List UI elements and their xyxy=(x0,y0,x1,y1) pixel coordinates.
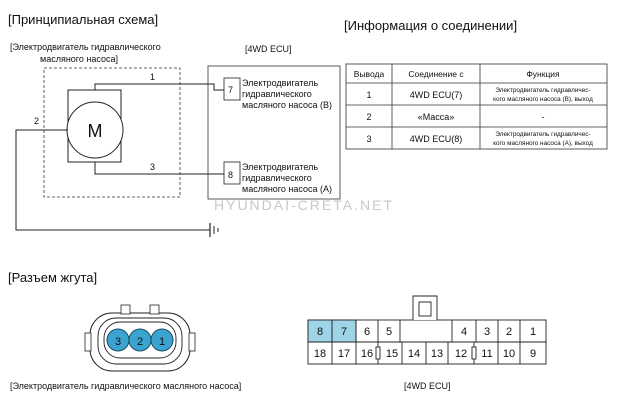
wire-3-label: 3 xyxy=(150,162,156,172)
ecu-pin8-label: 8 xyxy=(228,170,234,180)
ecu-conn-pin7: 7 xyxy=(340,326,348,338)
info-row2-pin: 2 xyxy=(366,112,372,122)
ecu-conn-pin16: 16 xyxy=(360,348,374,360)
ecu-a-text-2: гидравлического xyxy=(242,173,312,183)
ecu-conn-pin1: 1 xyxy=(529,326,537,338)
ecu-conn-pin8: 8 xyxy=(316,326,324,338)
info-row1-func-2: кого масляного насоса (B), выход xyxy=(493,96,593,103)
ecu-conn-pin9: 9 xyxy=(529,348,537,360)
wire-3 xyxy=(95,162,224,174)
ecu-conn-pin11: 11 xyxy=(481,348,493,360)
motor-label-line1: [Электродвигатель гидравлического xyxy=(10,42,161,52)
info-row1-conn: 4WD ECU(7) xyxy=(409,90,463,100)
ecu-pin7-label: 7 xyxy=(228,85,234,95)
ecu-conn-pin18: 18 xyxy=(313,348,327,360)
watermark: HYUNDAI-CRETA.NET xyxy=(214,197,394,213)
wire-1-label: 1 xyxy=(150,72,156,82)
motor-symbol: M xyxy=(87,121,103,141)
ecu-conn-pin5: 5 xyxy=(385,326,393,338)
ecu-conn-pin2: 2 xyxy=(505,326,513,338)
info-header-func: Функция xyxy=(526,69,560,79)
info-row3-func-2: кого масляного насоса (A), выход xyxy=(493,140,593,147)
motor-conn-pin1-label: 1 xyxy=(158,336,166,348)
wire-2-label: 2 xyxy=(34,116,40,126)
ground-icon xyxy=(210,223,218,237)
motor-label-line2: масляного насоса] xyxy=(40,54,118,64)
ecu-b-text-2: гидравлического xyxy=(242,89,312,99)
ecu-conn-pin3: 3 xyxy=(483,326,491,338)
info-row3-pin: 3 xyxy=(366,134,372,144)
ecu-conn-pin13: 13 xyxy=(430,348,444,360)
harness-title: [Разъем жгута] xyxy=(8,270,98,285)
ecu-b-text-1: Электродвигатель xyxy=(242,78,319,88)
motor-connector-caption: [Электродвигатель гидравлического масляного насоса] xyxy=(10,381,242,391)
info-row1-pin: 1 xyxy=(366,90,372,100)
ecu-conn-pin6: 6 xyxy=(363,326,371,338)
info-row3-conn: 4WD ECU(8) xyxy=(409,134,463,144)
ecu-conn-pin15: 15 xyxy=(385,348,399,360)
info-row1-func-1: Электродвигатель гидравличес- xyxy=(495,87,591,94)
info-header-pin: Вывода xyxy=(353,69,385,79)
ecu-conn-pin12: 12 xyxy=(454,348,468,360)
ecu-conn-pin4: 4 xyxy=(460,326,468,338)
ecu-conn-pin10: 10 xyxy=(502,348,516,360)
ecu-b-text-3: масляного насоса (B) xyxy=(242,100,332,110)
ecu-conn-pin17: 17 xyxy=(337,348,351,360)
wire-1 xyxy=(95,84,224,90)
info-row2-func: - xyxy=(541,112,545,122)
ecu-label: [4WD ECU] xyxy=(245,44,292,54)
info-row3-func-1: Электродвигатель гидравличес- xyxy=(495,131,591,138)
ecu-a-text-1: Электродвигатель xyxy=(242,162,319,172)
ecu-conn-pin14: 14 xyxy=(407,348,421,360)
motor-conn-pin3-label: 3 xyxy=(114,336,122,348)
info-header-conn: Соединение с xyxy=(408,69,464,79)
schematic-title: [Принципиальная схема] xyxy=(8,12,159,27)
motor-conn-pin2-label: 2 xyxy=(136,336,144,348)
ecu-connector-caption: [4WD ECU] xyxy=(404,381,451,391)
info-title: [Информация о соединении] xyxy=(344,18,518,33)
info-row2-conn: «Масса» xyxy=(417,112,455,122)
ecu-a-text-3: масляного насоса (A) xyxy=(242,184,332,194)
